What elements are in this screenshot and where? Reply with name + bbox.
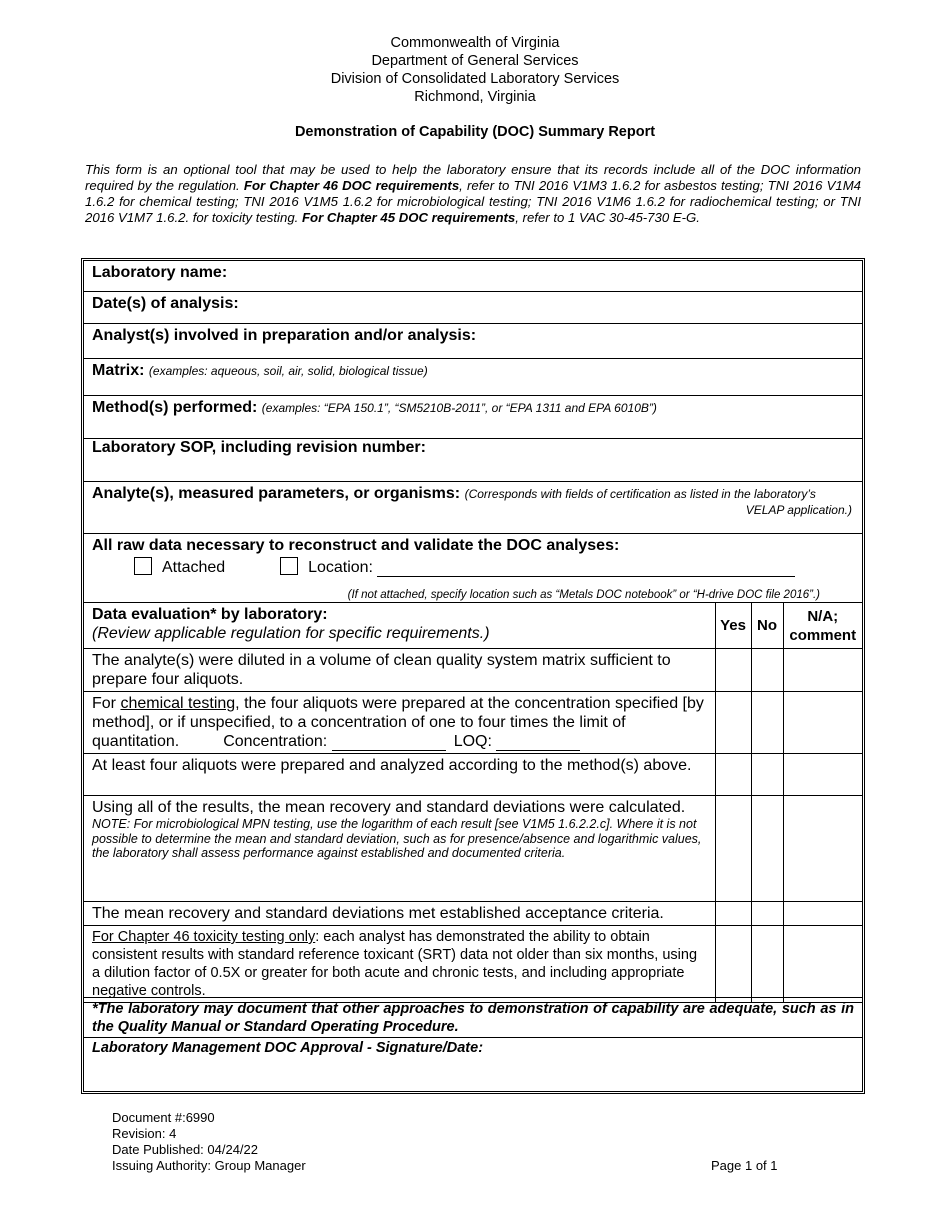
location-checkbox[interactable] bbox=[280, 557, 298, 575]
yes-cell[interactable] bbox=[715, 926, 751, 1003]
intro-text: , refer to TNI 2016 V1M3 1.6.2 for asbestos testing; TNI 2016 V1M4 1.6.2 for chemical testing; TNI 2016 V1M5 1.6.2 for microbiological testing; TNI 2016 V1M6 1.6.2 for radiochemical testing; or TNI 2016 V1M7 1.6.2. for toxicity testing. bbox=[85, 178, 862, 225]
criterion-part: : each analyst has demonstrated the ability to obtain consistent results with standard reference toxicant (SRT) data not older than six months, using a dilution factor of 0.5X or greater for both acute and chronic tests, and including appropriate negative controls. bbox=[92, 929, 698, 999]
intro-bold: For Chapter 45 DOC requirements bbox=[301, 210, 516, 225]
field-label: Laboratory name: bbox=[92, 264, 228, 281]
doc-form bbox=[81, 258, 865, 1094]
table-row bbox=[84, 754, 862, 796]
agency-header bbox=[0, 34, 950, 106]
na-cell[interactable] bbox=[783, 649, 862, 692]
field-example: VELAP application.) bbox=[745, 503, 852, 517]
table-row bbox=[84, 796, 862, 902]
criterion-text: The analyte(s) were diluted in a volume of clean quality system matrix sufficient to prepare four aliquots. bbox=[84, 649, 715, 692]
concentration-label: Concentration: bbox=[223, 733, 328, 750]
intro-paragraph bbox=[85, 162, 861, 226]
page-number: Page 1 of 1 bbox=[711, 1158, 778, 1173]
header-line: Commonwealth of Virginia bbox=[390, 35, 560, 51]
yes-cell[interactable] bbox=[715, 692, 751, 754]
loq-input-line[interactable] bbox=[496, 736, 580, 751]
field-label: Laboratory SOP, including revision number: bbox=[92, 439, 426, 456]
no-cell[interactable] bbox=[751, 692, 783, 754]
document-number: Document #:6990 bbox=[112, 1110, 215, 1125]
table-row bbox=[84, 692, 862, 754]
heading-text: Data evaluation* by laboratory: bbox=[92, 606, 328, 623]
field-label: Analyte(s), measured parameters, or organisms: bbox=[92, 485, 461, 502]
footnote: *The laboratory may document that other approaches to demonstration of capability are adequate, such as in the Quality Manual or Standard Operating Procedure. bbox=[84, 997, 862, 1038]
criterion-text: The mean recovery and standard deviations met established acceptance criteria. bbox=[84, 902, 715, 926]
column-no: No bbox=[751, 603, 783, 649]
loq-label: LOQ: bbox=[453, 733, 492, 750]
no-cell[interactable] bbox=[751, 926, 783, 1003]
criterion-text bbox=[84, 692, 715, 754]
criterion-part: Using all of the results, the mean recovery and standard deviations were calculated. bbox=[92, 799, 686, 816]
document-info bbox=[112, 1110, 306, 1174]
field-example: (Corresponds with fields of certification as listed in the laboratory’s bbox=[464, 487, 816, 501]
field-example: (examples: “EPA 150.1”, “SM5210B-2011”, or “EPA 1311 and EPA 6010B”) bbox=[261, 401, 657, 415]
attached-checkbox[interactable] bbox=[134, 557, 152, 575]
na-cell[interactable] bbox=[783, 754, 862, 796]
table-row bbox=[84, 926, 862, 1003]
intro-text: , refer to 1 VAC 30-45-730 E-G. bbox=[515, 210, 700, 225]
field-label: All raw data necessary to reconstruct and validate the DOC analyses: bbox=[92, 537, 620, 554]
yes-cell[interactable] bbox=[715, 754, 751, 796]
dates-field[interactable] bbox=[84, 292, 862, 324]
signature-field[interactable] bbox=[84, 1038, 862, 1058]
no-cell[interactable] bbox=[751, 649, 783, 692]
yes-cell[interactable] bbox=[715, 649, 751, 692]
criterion-underlined: chemical testing bbox=[120, 695, 236, 712]
criterion-part: , the four aliquots were prepared at the concentration specified [by method], or if unspecified, to a concentration of one to four times the limit of quantitation. bbox=[92, 695, 704, 750]
lab-name-field[interactable] bbox=[84, 261, 862, 292]
criterion-part: For bbox=[92, 695, 121, 712]
raw-data-note: (If not attached, specify location such as “Metals DOC notebook” or “H-drive DOC file 2016”.) bbox=[347, 589, 820, 601]
evaluation-heading bbox=[84, 603, 715, 649]
date-published: Date Published: 04/24/22 bbox=[112, 1142, 258, 1157]
header-line: Department of General Services bbox=[371, 53, 579, 69]
header-line: Division of Consolidated Laboratory Services bbox=[330, 71, 620, 87]
column-na bbox=[783, 603, 862, 649]
no-cell[interactable] bbox=[751, 796, 783, 902]
header-line: Richmond, Virginia bbox=[414, 89, 536, 105]
criterion-note: NOTE: For microbiological MPN testing, use the logarithm of each result [see V1M5 1.6.2.2.c]. Where it is not possible to determine the mean and standard deviation, such as for presence/absence and logarithmic values, the laboratory shall assess performance against established and documented criteria. bbox=[92, 817, 702, 860]
na-cell[interactable] bbox=[783, 796, 862, 902]
column-na-line: N/A; bbox=[807, 607, 839, 625]
evaluation-table bbox=[84, 602, 862, 1003]
criterion-text: At least four aliquots were prepared and analyzed according to the method(s) above. bbox=[84, 754, 715, 796]
location-input-line[interactable] bbox=[377, 562, 795, 577]
table-row bbox=[84, 902, 862, 926]
analyte-field[interactable] bbox=[84, 482, 862, 534]
field-example: (examples: aqueous, soil, air, solid, biological tissue) bbox=[148, 364, 428, 378]
table-row bbox=[84, 649, 862, 692]
method-field[interactable] bbox=[84, 396, 862, 439]
subheading-text: (Review applicable regulation for specific requirements.) bbox=[92, 625, 490, 642]
field-label: Matrix: bbox=[92, 362, 145, 379]
yes-cell[interactable] bbox=[715, 902, 751, 926]
na-cell[interactable] bbox=[783, 926, 862, 1003]
no-cell[interactable] bbox=[751, 902, 783, 926]
field-label: Method(s) performed: bbox=[92, 399, 258, 416]
na-cell[interactable] bbox=[783, 902, 862, 926]
criterion-underlined: For Chapter 46 toxicity testing only bbox=[92, 929, 316, 945]
issuing-authority: Issuing Authority: Group Manager bbox=[112, 1158, 306, 1173]
column-yes: Yes bbox=[715, 603, 751, 649]
table-header-row bbox=[84, 603, 862, 649]
raw-data-options bbox=[134, 557, 862, 577]
criterion-text bbox=[84, 796, 715, 902]
no-cell[interactable] bbox=[751, 754, 783, 796]
attached-label: Attached bbox=[162, 559, 226, 576]
yes-cell[interactable] bbox=[715, 796, 751, 902]
intro-text: This form is an optional tool that may be used to help the laboratory ensure that its records include all of the DOC information required by the regulation. bbox=[85, 162, 861, 193]
criterion-text bbox=[84, 926, 715, 1003]
intro-bold: For Chapter 46 DOC requirements bbox=[243, 178, 460, 193]
analysts-field[interactable] bbox=[84, 324, 862, 359]
field-label: Date(s) of analysis: bbox=[92, 295, 239, 312]
location-label: Location: bbox=[308, 559, 373, 576]
field-label: Analyst(s) involved in preparation and/or analysis: bbox=[92, 327, 477, 344]
sop-field[interactable] bbox=[84, 439, 862, 482]
column-na-line: comment bbox=[789, 626, 857, 644]
revision: Revision: 4 bbox=[112, 1126, 177, 1141]
signature-label: Laboratory Management DOC Approval - Signature/Date: bbox=[92, 1040, 484, 1056]
matrix-field[interactable] bbox=[84, 359, 862, 396]
concentration-input-line[interactable] bbox=[332, 736, 446, 751]
document-title: Demonstration of Capability (DOC) Summary Report bbox=[294, 124, 656, 140]
na-cell[interactable] bbox=[783, 692, 862, 754]
raw-data-field bbox=[84, 534, 862, 602]
